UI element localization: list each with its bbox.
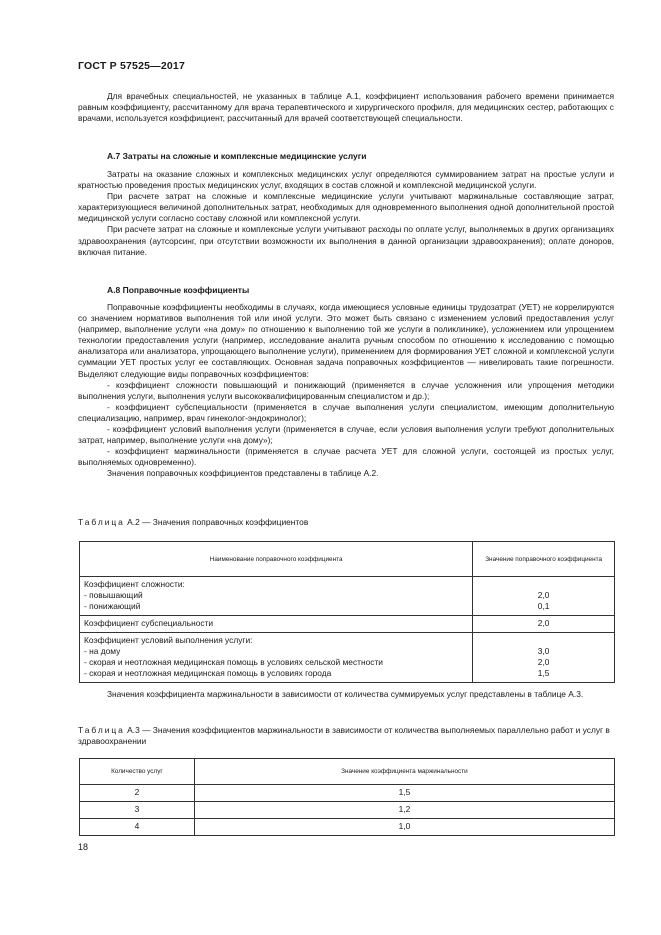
paragraph: При расчете затрат на сложные и комплексные услуги учитывают расходы по оплате услуг, выполняемых в других организациях здравоохранения (аутсорсинг, при отсутствии возможности их выполнения в данной организации здравоохранения); оплате доноров, включая питание. bbox=[78, 224, 614, 257]
table-row bbox=[80, 819, 615, 836]
intro-block bbox=[78, 91, 614, 124]
table-cell: 1,5 bbox=[194, 785, 614, 802]
table-cell: 3 bbox=[80, 802, 195, 819]
caption-text: А.2 — Значения поправочных коэффициентов bbox=[124, 517, 309, 527]
table-row bbox=[80, 616, 615, 633]
caption-word: Таблица bbox=[78, 725, 125, 735]
section-a7-body bbox=[78, 169, 614, 258]
bullet-item: - коэффициент сложности повышающий и понижающий (применяется в случае усложнения или упрощения методики выполнения услуги, выполнения услуги высококвалифицированным специалистом и др.); bbox=[78, 379, 614, 401]
table-cell bbox=[80, 577, 473, 616]
table-a3 bbox=[79, 758, 615, 836]
table-row bbox=[80, 802, 615, 819]
paragraph: Затраты на оказание сложных и комплексных медицинских услуг определяются суммированием затрат на простые услуги и кратностью проведения простых медицинских услуг, входящих в состав сложной и комплексной медицинской услуги. bbox=[78, 169, 614, 191]
table-a3-caption bbox=[78, 725, 614, 747]
cell-value: 2,0 bbox=[537, 657, 550, 667]
row-sub: - понижающий bbox=[84, 601, 141, 611]
table-a2-caption bbox=[78, 517, 614, 528]
cell-value: 3,0 bbox=[537, 646, 550, 656]
table-header-row bbox=[80, 542, 615, 577]
between-block bbox=[78, 689, 614, 700]
cell-value: 2,0 bbox=[537, 590, 550, 600]
bullet-item: - коэффициент условий выполнения услуги (применяется в случае, если условия выполнения услуги требуют дополнительных затрат, например, выполнение услуги «на дому»); bbox=[78, 424, 614, 446]
row-sub: - на дому bbox=[84, 646, 121, 656]
bullet-item: - коэффициент субспециальности (применяется в случае выполнения услуги специалистом, имеющим дополнительную специализацию, например, врач гинеколог-эндокринолог); bbox=[78, 401, 614, 423]
paragraph: Поправочные коэффициенты необходимы в случаях, когда имеющиеся условные единицы трудозатрат (УЕТ) не коррелируются со значением нормативов выполнения той или иной услуги. Это может быть связано с изменением условий предоставления услуг (например, выполнение услуги «на дому» по отношению к выполнению той же услуги в поликлинике), усложнением или упрощением технологии предоставления услуги (например, исследование аналита ручным способом по отношению к исследованию с помощью анализатора или анализатора, упрощающего выполнение услуги), применением для формирования УЕТ сложной и комплексной услуги суммации УЕТ простых услуг ее составляющих. Основная задача поправочных коэффициентов — нивелировать такие погрешности. Выделяют следующие виды поправочных коэффициентов: bbox=[78, 302, 614, 379]
table-header-row bbox=[80, 759, 615, 785]
paragraph: При расчете затрат на сложные и комплексные медицинские услуги учитывают маржинальные составляющие затрат, характеризующиеся величиной дополнительных затрат, необходимых для одновременного выполнения одной дополнительной простой медицинской услуги согласно составу сложной или комплексной услуги. bbox=[78, 191, 614, 224]
paragraph: Для врачебных специальностей, не указанных в таблице А.1, коэффициент использования рабочего времени принимается равным коэффициенту, рассчитанному для врача терапевтического и хирургического профиля, для медицинских сестер, работающих с врачами, используется коэффициент, рассчитанный для врачей соответствующей специальности. bbox=[78, 91, 614, 124]
table-cell: 1,0 bbox=[194, 819, 614, 836]
row-label: Коэффициент сложности: bbox=[84, 579, 185, 589]
section-a8-title: А.8 Поправочные коэффициенты bbox=[107, 285, 250, 295]
row-sub: - скорая и неотложная медицинская помощь в условиях сельской местности bbox=[84, 657, 383, 667]
table-cell: 4 bbox=[80, 819, 195, 836]
section-a7-title: А.7 Затраты на сложные и комплексные медицинские услуги bbox=[107, 151, 367, 161]
table-cell bbox=[80, 633, 473, 683]
paragraph: Значения коэффициента маржинальности в зависимости от количества суммируемых услуг представлены в таблице А.3. bbox=[107, 689, 584, 699]
bullet-item: - коэффициент маржинальности (применяется в случае расчета УЕТ для сложной услуги, состоящей из простых услуг, выполняемых одновременно). bbox=[78, 446, 614, 468]
table-row bbox=[80, 785, 615, 802]
caption-word: Таблица bbox=[78, 517, 125, 527]
table-cell: 2,0 bbox=[473, 616, 615, 633]
column-header: Количество услуг bbox=[80, 759, 195, 785]
table-cell: 2 bbox=[80, 785, 195, 802]
page-number: 18 bbox=[78, 842, 89, 852]
table-row bbox=[80, 577, 615, 616]
table-cell: 1,2 bbox=[194, 802, 614, 819]
table-cell bbox=[473, 577, 615, 616]
table-cell bbox=[473, 633, 615, 683]
row-sub: - скорая и неотложная медицинская помощь в условиях города bbox=[84, 668, 332, 678]
table-cell: Коэффициент субспециальности bbox=[80, 616, 473, 633]
section-a8-body bbox=[78, 302, 614, 480]
cell-value: 0,1 bbox=[537, 601, 550, 611]
cell-value: 1,5 bbox=[537, 668, 550, 678]
row-sub: - повышающий bbox=[84, 590, 143, 600]
column-header: Значение коэффициента маржинальности bbox=[194, 759, 614, 785]
row-label: Коэффициент условий выполнения услуги: bbox=[84, 635, 253, 645]
table-a2 bbox=[79, 541, 615, 683]
column-header: Наименование поправочного коэффициента bbox=[80, 542, 473, 577]
table-row bbox=[80, 633, 615, 683]
document-header: ГОСТ Р 57525—2017 bbox=[78, 60, 186, 72]
column-header: Значение поправочного коэффициента bbox=[473, 542, 615, 577]
paragraph: Значения поправочных коэффициентов представлены в таблице А.2. bbox=[107, 468, 379, 479]
caption-text: А.3 — Значения коэффициентов маржинальности в зависимости от количества выполняемых параллельно работ и услуг в здравоохранении bbox=[78, 725, 610, 747]
